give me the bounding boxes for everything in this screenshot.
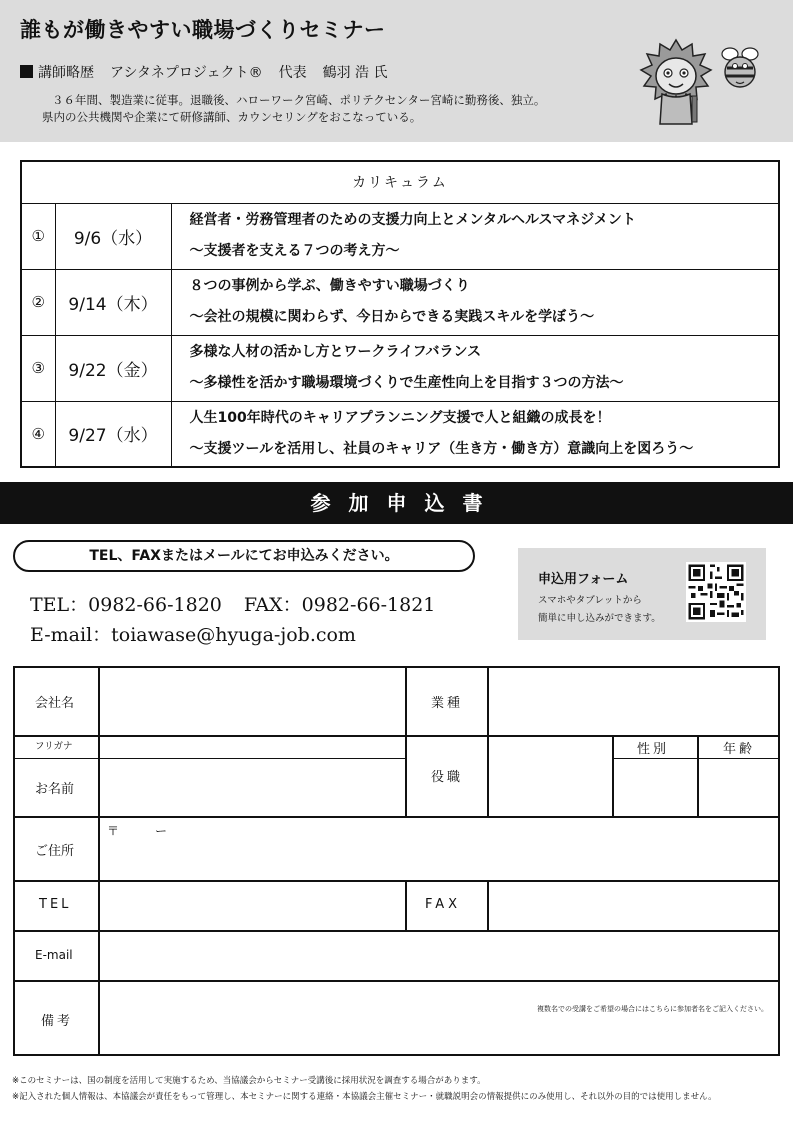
phone-number[interactable]: TEL：0982-66-1820 bbox=[30, 594, 222, 616]
footnote-2: ※記入された個人情報は、本協議会が責任をもって管理し、本セミナーに関する連絡・本協議会主催セミナー・就職説明会の情報提供にのみ使用し、それ以外の目的では使用しません。 bbox=[12, 1092, 717, 1102]
session-description bbox=[171, 269, 779, 335]
name-field[interactable] bbox=[100, 759, 405, 816]
age-label: 年齢 bbox=[723, 742, 756, 757]
lecturer-name: 鶴羽 浩 氏 bbox=[322, 65, 388, 81]
session-title: ８つの事例から学ぶ、働きやすい職場づくり bbox=[189, 278, 470, 294]
remarks-field[interactable] bbox=[100, 982, 778, 1002]
qr-title: 申込用フォーム bbox=[538, 572, 629, 587]
remarks-note: 複数名での受講をご希望の場合にはこちらに参加者名をご記入ください。 bbox=[537, 1005, 768, 1013]
address-field[interactable] bbox=[195, 818, 778, 880]
application-banner: 参加申込書 bbox=[0, 482, 793, 524]
industry-label: 業種 bbox=[431, 696, 464, 711]
fax-field[interactable] bbox=[489, 882, 778, 930]
application-form bbox=[13, 666, 780, 1056]
company-field[interactable] bbox=[100, 668, 405, 735]
lecturer-label: 講師略歴 bbox=[38, 65, 94, 81]
session-number: ④ bbox=[21, 401, 55, 467]
qr-description bbox=[538, 592, 661, 628]
session-title: 人生100年時代のキャリアプランニング支援で人と組織の成長を！ bbox=[189, 409, 611, 426]
qr-line-2: 簡単に申し込みができます。 bbox=[538, 613, 661, 624]
qr-code-icon[interactable] bbox=[686, 562, 746, 622]
industry-field[interactable] bbox=[489, 668, 778, 735]
company-label: 会社名 bbox=[35, 696, 75, 711]
curriculum-table bbox=[20, 160, 780, 468]
session-date: 9/6（水） bbox=[55, 203, 171, 269]
table-row bbox=[21, 203, 779, 269]
lecturer-role: 代表 bbox=[278, 65, 307, 81]
email-field[interactable] bbox=[100, 932, 778, 980]
session-subtitle: 〜支援者を支える７つの考え方〜 bbox=[189, 243, 400, 259]
fax-label: FAX bbox=[425, 897, 462, 912]
tel-label: TEL bbox=[39, 897, 72, 912]
lecturer-org: アシタネプロジェクト® bbox=[110, 65, 263, 81]
session-date: 9/27（水） bbox=[55, 401, 171, 467]
session-description bbox=[171, 335, 779, 401]
session-subtitle: 〜支援ツールを活用し、社員のキャリア（生き方・働き方）意識向上を図ろう〜 bbox=[189, 440, 694, 457]
session-subtitle: 〜多様性を活かす職場環境づくりで生産性向上を目指す３つの方法〜 bbox=[189, 375, 624, 391]
fax-number: FAX：0982-66-1821 bbox=[243, 594, 436, 616]
session-description bbox=[171, 203, 779, 269]
furigana-field[interactable] bbox=[100, 737, 405, 758]
lecturer-line bbox=[20, 62, 388, 82]
contact-phone-line bbox=[30, 590, 435, 617]
lion-mascot-icon bbox=[636, 36, 716, 128]
qr-line-1: スマホやタブレットから bbox=[538, 595, 642, 606]
email-label: E-mail bbox=[35, 948, 73, 962]
age-field[interactable] bbox=[699, 759, 778, 816]
table-row bbox=[21, 401, 779, 467]
name-label: お名前 bbox=[35, 782, 75, 797]
lecturer-bio bbox=[42, 92, 545, 126]
session-date: 9/22（金） bbox=[55, 335, 171, 401]
header-section bbox=[0, 0, 793, 142]
session-number: ③ bbox=[21, 335, 55, 401]
footnote-1: ※このセミナーは、国の制度を活用して実施するため、当協議会からセミナー受講後に採用状況を調査する場合があります。 bbox=[12, 1076, 486, 1086]
address-label: ご住所 bbox=[35, 844, 75, 859]
gender-label: 性別 bbox=[637, 742, 670, 757]
page-title: 誰もが働きやすい職場づくりセミナー bbox=[20, 18, 386, 42]
bee-mascot-icon bbox=[718, 42, 762, 92]
session-description bbox=[171, 401, 779, 467]
position-field[interactable] bbox=[489, 737, 612, 816]
qr-form-box bbox=[518, 548, 766, 640]
table-row bbox=[21, 269, 779, 335]
remarks-label: 備考 bbox=[41, 1014, 74, 1029]
session-subtitle: 〜会社の規模に関わらず、今日からできる実践スキルを学ぼう〜 bbox=[189, 309, 595, 325]
session-date: 9/14（木） bbox=[55, 269, 171, 335]
session-title: 多様な人材の活かし方とワークライフバランス bbox=[189, 344, 482, 360]
bio-line-1: ３６年間、製造業に従事。退職後、ハローワーク宮崎、ポリテクセンター宮崎に勤務後、独立。 bbox=[52, 93, 546, 107]
table-row bbox=[21, 335, 779, 401]
session-title: 経営者・労務管理者のための支援力向上とメンタルヘルスマネジメント bbox=[189, 212, 636, 228]
postal-code-field[interactable]: 〒 ー bbox=[107, 824, 168, 838]
session-number: ② bbox=[21, 269, 55, 335]
tel-field[interactable] bbox=[100, 882, 405, 930]
application-method: TEL、FAXまたはメールにてお申込みください。 bbox=[13, 540, 475, 572]
position-label: 役職 bbox=[431, 770, 464, 785]
square-bullet-icon bbox=[20, 65, 33, 78]
email-address[interactable]: E-mail：toiawase@hyuga-job.com bbox=[30, 624, 356, 646]
curriculum-heading: カリキュラム bbox=[21, 161, 779, 203]
gender-field[interactable] bbox=[614, 759, 697, 816]
session-number: ① bbox=[21, 203, 55, 269]
bio-line-2: 県内の公共機関や企業にて研修講師、カウンセリングをおこなっている。 bbox=[42, 110, 422, 124]
furigana-label: フリガナ bbox=[35, 741, 73, 752]
